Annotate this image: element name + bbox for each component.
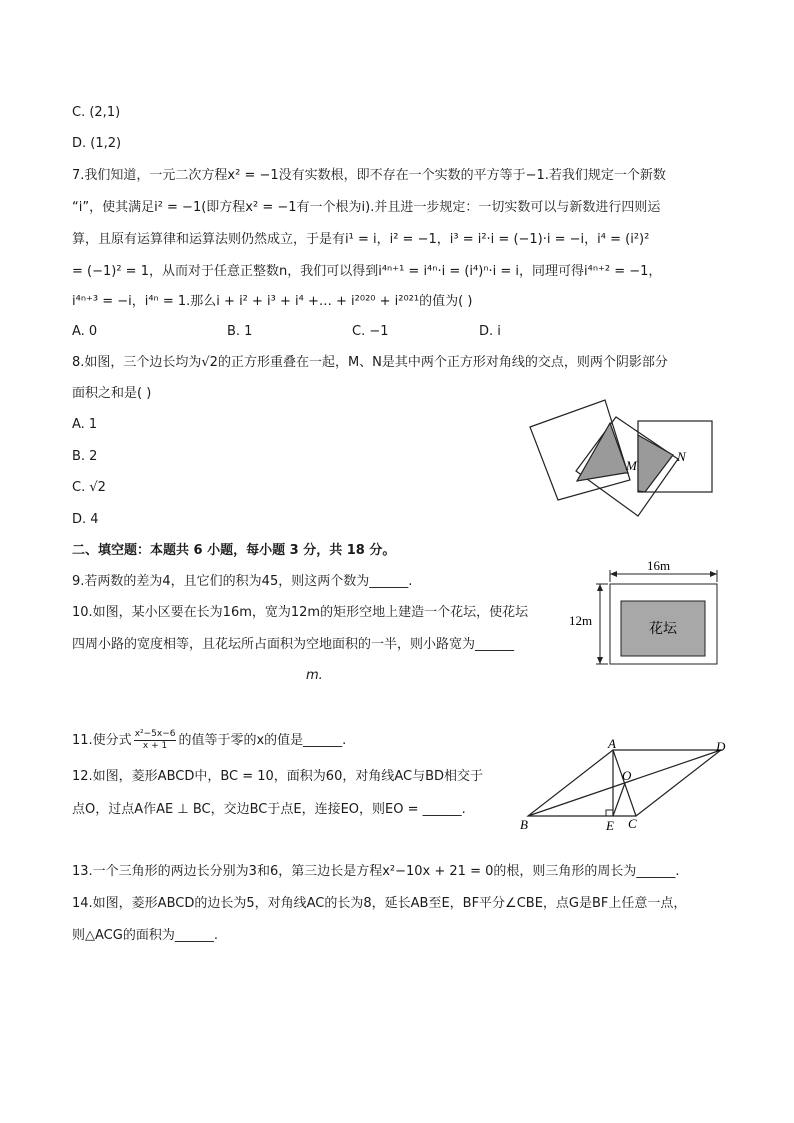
q8-option-b: B. 2 xyxy=(72,449,98,464)
q7-option-a: A. 0 xyxy=(72,324,98,339)
q7-line-1: 7.我们知道，一元二次方程x² = −1没有实数根，即不存在一个实数的平方等于−1.若我们规定一个新数 xyxy=(72,168,666,183)
q10-flowerbed-figure xyxy=(565,556,725,668)
label-e: E xyxy=(606,818,614,833)
q13-line: 13.一个三角形的两边长分别为3和6，第三边长是方程x²−10x + 21 = 0的根，则三角形的周长为______. xyxy=(72,864,680,879)
section-heading-fill-in: 二、填空题：本题共 6 小题，每小题 3 分，共 18 分。 xyxy=(72,543,396,558)
height-label: 12m xyxy=(569,613,593,628)
label-n: N xyxy=(677,449,686,464)
q6-option-c: C. (2,1) xyxy=(72,105,121,120)
q10-line-3: m. xyxy=(306,668,323,683)
segment-eo xyxy=(613,783,625,816)
q10-line-1: 10.如图，某小区要在长为16m，宽为12m的矩形空地上建造一个花坛，使花坛 xyxy=(72,605,529,620)
label-o: O xyxy=(622,768,632,783)
q7-line-5: i⁴ⁿ⁺³ = −i，i⁴ⁿ = 1.那么i + i² + i³ + i⁴ +… + i²⁰²⁰ + i²⁰²¹的值为( ) xyxy=(72,294,473,309)
q14-line-2: 则△ACG的面积为______. xyxy=(72,928,218,943)
width-label: 16m xyxy=(647,558,671,573)
label-b: B xyxy=(520,817,528,832)
q11-line xyxy=(72,729,346,752)
q8-line-2: 面积之和是( ) xyxy=(72,386,152,401)
q12-rhombus-figure xyxy=(515,738,735,833)
q11-post: 的值等于零的x的值是______. xyxy=(178,733,347,748)
q11-numerator: x²−5x−6 xyxy=(134,729,176,739)
q8-option-c: C. √2 xyxy=(72,480,106,495)
label-d: D xyxy=(716,739,726,754)
q12-line-2: 点O，过点A作AE ⊥ BC，交边BC于点E，连接EO，则EO = ______. xyxy=(72,802,466,817)
q7-line-4: = (−1)² = 1，从而对于任意正整数n，我们可以得到i⁴ⁿ⁺¹ = i⁴ⁿ·i = (i⁴)ⁿ·i = i，同理可得i⁴ⁿ⁺² = −1， xyxy=(72,264,662,279)
q7-line-3: 算，且原有运算律和运算法则仍然成立，于是有i¹ = i，i² = −1，i³ = i²·i = (−1)·i = −i，i⁴ = (i²)² xyxy=(72,232,650,247)
q7-option-d: D. i xyxy=(479,324,501,339)
right-angle-mark xyxy=(606,810,613,816)
q11-pre: 11.使分式 xyxy=(72,733,132,748)
q8-squares-figure xyxy=(525,395,720,520)
q8-option-a: A. 1 xyxy=(72,417,98,432)
label-c: C xyxy=(628,816,637,831)
q14-line-1: 14.如图，菱形ABCD的边长为5，对角线AC的长为8，延长AB至E，BF平分∠CBE，点G是BF上任意一点， xyxy=(72,896,687,911)
q8-line-1: 8.如图，三个边长均为√2的正方形重叠在一起，M、N是其中两个正方形对角线的交点，则两个阴影部分 xyxy=(72,355,668,370)
q6-option-d: D. (1,2) xyxy=(72,136,122,151)
q9-line: 9.若两数的差为4，且它们的积为45，则这两个数为______. xyxy=(72,574,413,589)
label-a: A xyxy=(608,736,616,751)
q11-fraction xyxy=(134,729,177,752)
q7-line-2: “i”，使其满足i² = −1(即方程x² = −1有一个根为i).并且进一步规定：一切实数可以与新数进行四则运 xyxy=(72,200,661,215)
q12-line-1: 12.如图，菱形ABCD中，BC = 10，面积为60，对角线AC与BD相交于 xyxy=(72,769,484,784)
q7-option-c: C. −1 xyxy=(352,324,389,339)
q7-option-b: B. 1 xyxy=(227,324,253,339)
label-m: M xyxy=(626,458,637,473)
q11-denominator: x + 1 xyxy=(142,741,168,751)
q10-line-2: 四周小路的宽度相等，且花坛所占面积为空地面积的一半，则小路宽为______ xyxy=(72,637,515,652)
q8-option-d: D. 4 xyxy=(72,512,99,527)
bed-label: 花坛 xyxy=(649,622,677,637)
